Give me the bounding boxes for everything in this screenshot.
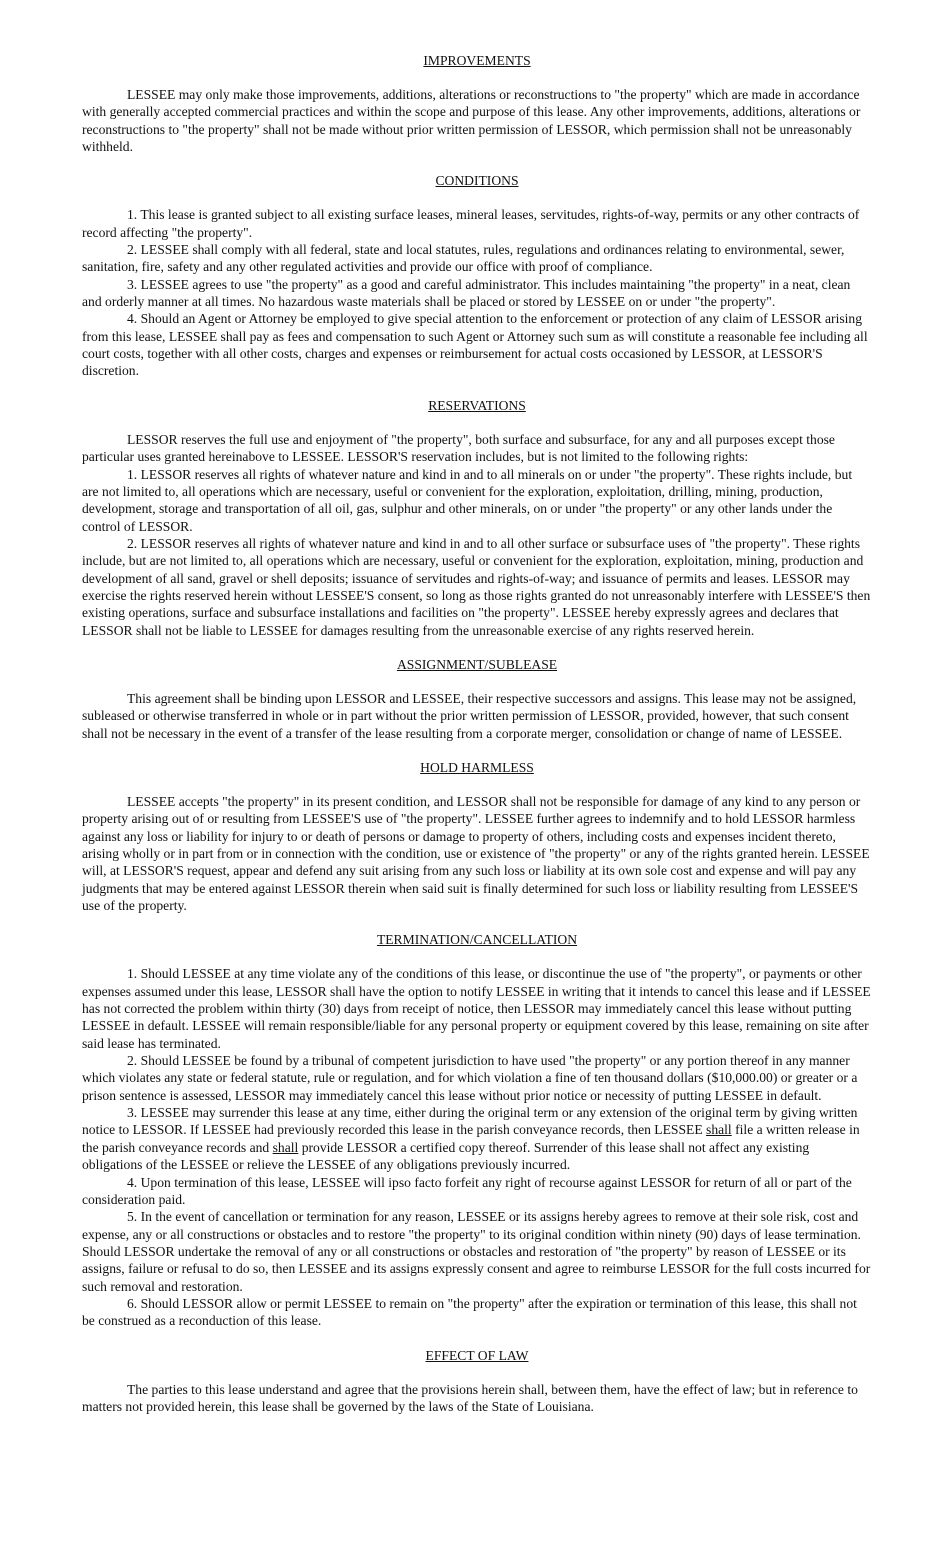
- reservations-clause-2: 2. LESSOR reserves all rights of whatever nature and kind in and to all other surface or subsurface uses of "the property". These rights include, but are not limited to, all operations which are necessary, useful or convenient for the exploration, exploitation, mining, production and development of all sand, gravel or shell deposits; issuance of servitudes and rights-of-way; and issuance of permits and leases. LESSOR may exercise the rights reserved herein without LESSEE'S consent, so long as those rights granted do not unreasonably interfere with LESSEE'S then existing operations, surface and subsurface installations and facilities on "the property". LESSEE hereby expressly agrees and declares that LESSOR shall not be liable to LESSEE for damages resulting from the unreasonable exercise of any rights reserved herein.: [82, 535, 871, 638]
- reservations-section: [82, 397, 872, 639]
- improvements-paragraph: LESSEE may only make those improvements, additions, alterations or reconstructions to "the property" which are made in accordance with generally accepted commercial practices and within the scope and purpose of this lease. Any other improvements, additions, alterations or reconstructions to "the property" shall not be made without prior written permission of LESSOR, which permission shall not be unreasonably withheld.: [82, 87, 861, 155]
- conditions-clause-4: 4. Should an Agent or Attorney be employed to give special attention to the enforcement or protection of any claim of LESSOR arising from this lease, LESSEE shall pay as fees and compensation to such Agent or Attorney such sum as will constitute a reasonable fee including all court costs, together with all other costs, charges and expenses or reimbursement for actual costs occasioned by LESSOR, at LESSOR'S discretion.: [82, 311, 868, 379]
- shall-emphasis-2: shall: [272, 1139, 299, 1155]
- reservations-clause-1: 1. LESSOR reserves all rights of whatever nature and kind in and to all minerals on or under "the property". These rights include, but are not limited to, all operations which are necessary, useful or convenient for the exploration, exploitation, drilling, mining, production, development, storage and transportation of all oil, gas, sulphur and other minerals, on or under "the property" or any other lands under the control of LESSOR.: [82, 466, 853, 534]
- effect-of-law-section: [82, 1347, 872, 1416]
- improvements-section: [82, 52, 872, 155]
- termination-clause-5: 5. In the event of cancellation or termination for any reason, LESSEE or its assigns hereby agrees to remove at their sole risk, cost and expense, any or all constructions or obstacles and to restore "the property" to its original condition within ninety (90) days of lease termination. Should LESSOR undertake the removal of any or all constructions or obstacles and restoration of "the property" by reason of LESSEE or its assigns, failure or refusal to do so, then LESSEE and its assigns expressly consent and agree to reimburse LESSOR for the full costs incurred for such removal and restoration.: [82, 1209, 871, 1294]
- conditions-section: [82, 172, 872, 379]
- termination-heading: TERMINATION/CANCELLATION: [376, 932, 578, 948]
- termination-clause-3-part1: 3. LESSEE may surrender this lease at any time, either during the original term or any extension of the original term by giving written notice to LESSOR. If LESSEE had previously recorded this lease in the parish conveyance records, then LESSEE: [82, 1105, 858, 1138]
- improvements-heading: IMPROVEMENTS: [423, 53, 531, 68]
- termination-clause-3-part3: provide LESSOR a certified copy thereof. Surrender of this lease shall not affect any existing obligations of the LESSEE or relieve the LESSEE of any obligations previously incurred.: [82, 1139, 810, 1173]
- termination-clause-3: [82, 1104, 872, 1173]
- termination-clause-4: 4. Upon termination of this lease, LESSEE will ipso facto forfeit any right of recourse against LESSOR for return of all or part of the consideration paid.: [82, 1174, 852, 1207]
- conditions-heading: CONDITIONS: [435, 173, 519, 189]
- effect-of-law-paragraph: The parties to this lease understand and agree that the provisions herein shall, between them, have the effect of law; but in reference to matters not provided herein, this lease shall be governed by the laws of the State of Louisiana.: [82, 1381, 858, 1414]
- assignment-section: [82, 656, 872, 742]
- conditions-clause-2: 2. LESSEE shall comply with all federal, state and local statutes, rules, regulations and ordinances relating to environmental, sewer, sanitation, fire, safety and any other regulated activities and provide our office with proof of compliance.: [82, 242, 845, 275]
- assignment-paragraph: This agreement shall be binding upon LESSOR and LESSEE, their respective successors and assigns. This lease may not be assigned, subleased or otherwise transferred in whole or in part without the prior written permission of LESSOR, provided, however, that such consent shall not be necessary in the event of a transfer of the lease resulting from a corporate merger, consolidation or change of name of LESSEE.: [82, 690, 857, 741]
- termination-clause-6: 6. Should LESSOR allow or permit LESSEE to remain on "the property" after the expiration or termination of this lease, this shall not be construed as a reconduction of this lease.: [82, 1295, 857, 1329]
- hold-harmless-section: [82, 759, 872, 914]
- termination-clause-1: 1. Should LESSEE at any time violate any of the conditions of this lease, or discontinue the use of "the property", or payments or other expenses assumed under this lease, LESSOR shall have the option to notify LESSEE in writing that it intends to cancel this lease and if LESSEE has not corrected the problem within thirty (30) days from receipt of notice, then LESSOR may immediately cancel this lease without putting LESSEE in default. LESSEE will remain responsible/liable for any personal property or equipment covered by this lease, remaining on site after said lease has terminated.: [82, 966, 871, 1051]
- termination-clause-3-part2: file a written release in the parish conveyance records and: [82, 1122, 860, 1155]
- effect-of-law-heading: EFFECT OF LAW: [425, 1347, 529, 1363]
- hold-harmless-heading: HOLD HARMLESS: [420, 759, 534, 775]
- conditions-clause-3: 3. LESSEE agrees to use "the property" as a good and careful administrator. This includes maintaining "the property" in a neat, clean and orderly manner at all times. No hazardous waste materials shall be placed or stored by LESSEE on or under "the property".: [82, 276, 851, 310]
- reservations-paragraph: LESSOR reserves the full use and enjoyment of "the property", both surface and subsurface, for any and all purposes except those particular uses granted hereinabove to LESSEE. LESSOR'S reservation includes, but is not limited to the following rights:: [82, 431, 835, 465]
- reservations-heading: RESERVATIONS: [428, 397, 526, 413]
- assignment-heading: ASSIGNMENT/SUBLEASE: [396, 656, 558, 672]
- hold-harmless-paragraph: LESSEE accepts "the property" in its present condition, and LESSOR shall not be responsible for damage of any kind to any person or property arising out of or resulting from LESSEE'S use of "the property". LESSEE further agrees to indemnify and to hold LESSOR harmless against any loss or liability for injury to or death of persons or damage to property of others, including costs and expenses incident thereto, arising wholly or in part from or in connection with the condition, use or existence of "the property" or any of the rights granted herein. LESSEE will, at LESSOR'S request, appear and defend any suit arising from any such loss or liability at its own sole cost and expense and will pay any judgments that may be entered against LESSOR therein when said suit is finally determined for such loss or liability resulting from LESSEE'S use of the property.: [82, 793, 870, 914]
- conditions-clause-1: 1. This lease is granted subject to all existing surface leases, mineral leases, servitudes, rights-of-way, permits or any other contracts of record affecting "the property".: [82, 207, 860, 240]
- shall-emphasis-1: shall: [706, 1122, 732, 1138]
- termination-section: [82, 931, 872, 1329]
- termination-clause-2: 2. Should LESSEE be found by a tribunal of competent jurisdiction to have used "the property" or any portion thereof in any manner which violates any state or federal statute, rule or regulation, and for which violation a fine of ten thousand dollars ($10,000.00) or greater or a prison sentence is assessed, LESSOR may immediately cancel this lease without prior notice or necessity of putting LESSEE in default.: [82, 1053, 858, 1103]
